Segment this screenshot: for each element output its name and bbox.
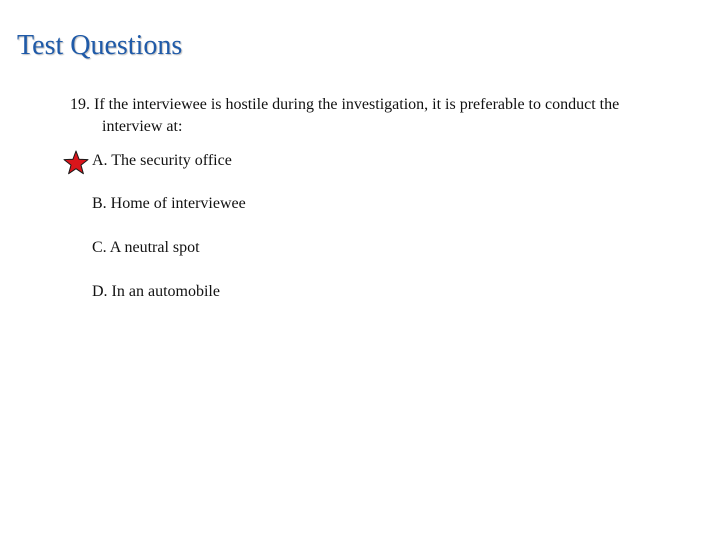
page-title: Test Questions <box>17 30 183 61</box>
answer-option-c: C. A neutral spot <box>92 239 200 256</box>
question-text <box>70 94 710 138</box>
question-line: 19. If the interviewee is hostile during the investigation, it is preferable to conduct the <box>70 96 620 113</box>
answer-option-a: A. The security office <box>92 152 232 169</box>
star-icon <box>63 150 89 175</box>
answer-option-b: B. Home of interviewee <box>92 195 246 212</box>
answer-option-d: D. In an automobile <box>92 283 220 300</box>
question-continuation: interview at: <box>102 118 183 135</box>
